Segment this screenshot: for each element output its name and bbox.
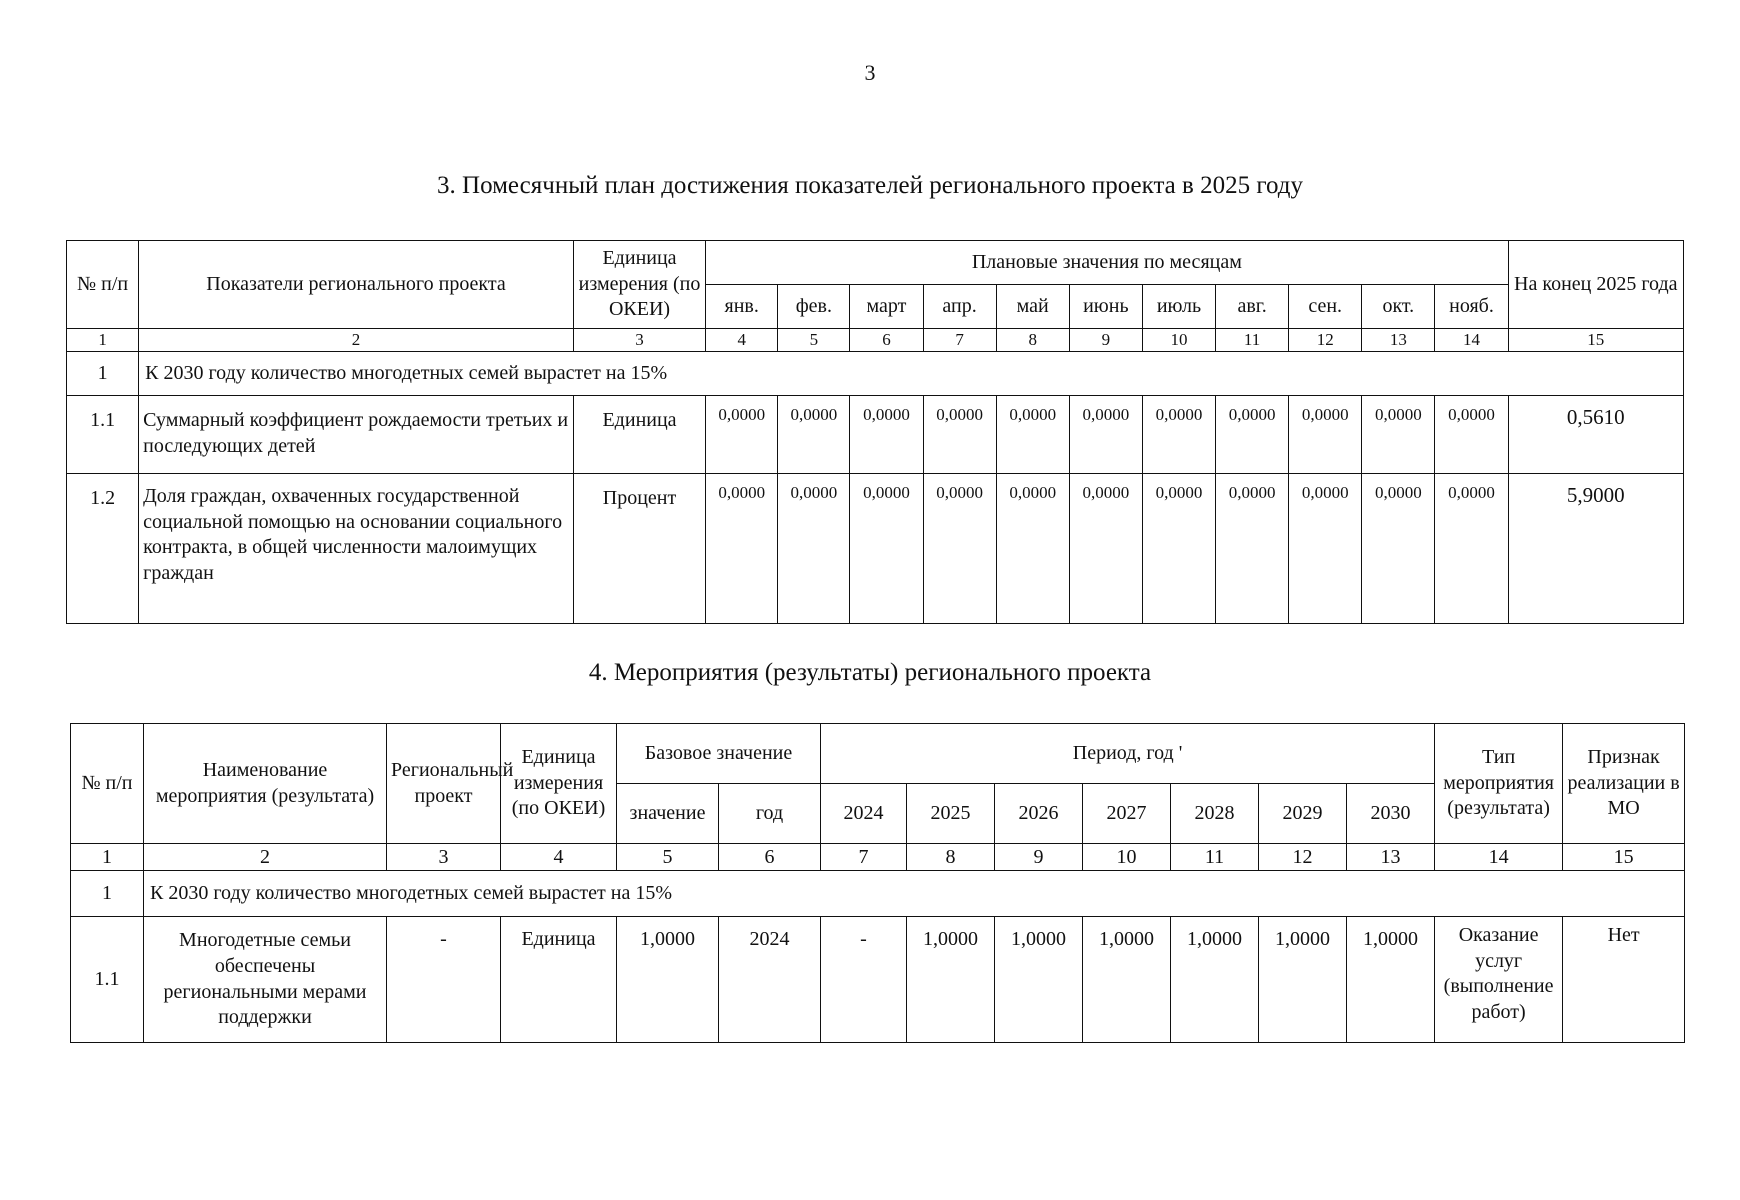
column-number: 12 bbox=[1289, 329, 1362, 352]
column-number: 10 bbox=[1083, 844, 1171, 871]
column-number: 11 bbox=[1171, 844, 1259, 871]
section-3-title: 3. Помесячный план достижения показателей регионального проекта в 2025 году bbox=[437, 172, 1303, 199]
group-num: 1 bbox=[67, 352, 139, 396]
header-month: июль bbox=[1142, 285, 1215, 329]
row-month-value: 0,0000 bbox=[1435, 396, 1508, 474]
column-number: 9 bbox=[1069, 329, 1142, 352]
row-year-value: 1,0000 bbox=[907, 917, 995, 1043]
column-number: 1 bbox=[71, 844, 144, 871]
header-regional: Региональный проект bbox=[387, 724, 501, 844]
header-year: 2025 bbox=[907, 784, 995, 844]
header-base-value: значение bbox=[617, 784, 719, 844]
table-row bbox=[67, 396, 1684, 474]
header-month: янв. bbox=[706, 285, 778, 329]
column-number: 7 bbox=[821, 844, 907, 871]
row-month-value: 0,0000 bbox=[1289, 396, 1362, 474]
header-num: № п/п bbox=[71, 724, 144, 844]
row-month-value: 0,0000 bbox=[1435, 474, 1508, 624]
row-base-year: 2024 bbox=[719, 917, 821, 1043]
header-month: сен. bbox=[1289, 285, 1362, 329]
monthly-plan-table bbox=[66, 240, 1684, 624]
column-number: 13 bbox=[1362, 329, 1435, 352]
column-number: 14 bbox=[1435, 329, 1508, 352]
row-name: Многодетные семьи обеспечены региональными мерами поддержки bbox=[144, 917, 387, 1043]
row-num: 1.1 bbox=[67, 396, 139, 474]
row-indicator: Доля граждан, охваченных государственной социальной помощью на основании социального контракта, в общей численности малоимущих граждан bbox=[139, 474, 574, 624]
header-period: Период, год ' bbox=[821, 724, 1435, 784]
row-month-value: 0,0000 bbox=[706, 396, 778, 474]
column-number: 9 bbox=[995, 844, 1083, 871]
column-number: 4 bbox=[501, 844, 617, 871]
page-number: 3 bbox=[864, 60, 876, 85]
section-4-title: 4. Мероприятия (результаты) регионального проекта bbox=[588, 659, 1152, 686]
row-month-value: 0,0000 bbox=[996, 396, 1069, 474]
column-number: 15 bbox=[1508, 329, 1683, 352]
column-number: 5 bbox=[617, 844, 719, 871]
header-indicator: Показатели регионального проекта bbox=[139, 241, 574, 329]
header-year: 2028 bbox=[1171, 784, 1259, 844]
column-number: 3 bbox=[387, 844, 501, 871]
row-unit: Процент bbox=[573, 474, 705, 624]
column-number: 2 bbox=[144, 844, 387, 871]
table-row bbox=[67, 474, 1684, 624]
row-month-value: 0,0000 bbox=[778, 396, 850, 474]
header-month: июнь bbox=[1069, 285, 1142, 329]
row-month-value: 0,0000 bbox=[1142, 474, 1215, 624]
header-name: Наименование мероприятия (результата) bbox=[144, 724, 387, 844]
column-number: 4 bbox=[706, 329, 778, 352]
header-month: фев. bbox=[778, 285, 850, 329]
column-number: 15 bbox=[1563, 844, 1685, 871]
row-unit: Единица bbox=[501, 917, 617, 1043]
group-text: К 2030 году количество многодетных семей вырастет на 15% bbox=[144, 871, 1685, 917]
row-month-value: 0,0000 bbox=[706, 474, 778, 624]
row-year-value: 1,0000 bbox=[1171, 917, 1259, 1043]
row-month-value: 0,0000 bbox=[1362, 474, 1435, 624]
group-text: К 2030 году количество многодетных семей вырастет на 15% bbox=[139, 352, 1684, 396]
header-num: № п/п bbox=[67, 241, 139, 329]
column-number-row bbox=[71, 844, 1685, 871]
header-year: 2029 bbox=[1259, 784, 1347, 844]
column-number: 14 bbox=[1435, 844, 1563, 871]
row-year-value: 1,0000 bbox=[1259, 917, 1347, 1043]
header-monthly: Плановые значения по месяцам bbox=[706, 241, 1508, 285]
row-month-value: 0,0000 bbox=[850, 474, 923, 624]
header-unit: Единица измерения (по ОКЕИ) bbox=[573, 241, 705, 329]
row-month-value: 0,0000 bbox=[923, 396, 996, 474]
column-number: 3 bbox=[573, 329, 705, 352]
header-mo: Признак реализации в МО bbox=[1563, 724, 1685, 844]
row-year-value: 1,0000 bbox=[995, 917, 1083, 1043]
table-row bbox=[71, 917, 1685, 1043]
row-num: 1.2 bbox=[67, 474, 139, 624]
row-num: 1.1 bbox=[71, 917, 144, 1043]
row-month-value: 0,0000 bbox=[850, 396, 923, 474]
header-month: нояб. bbox=[1435, 285, 1508, 329]
header-month: май bbox=[996, 285, 1069, 329]
column-number: 7 bbox=[923, 329, 996, 352]
activities-table bbox=[70, 723, 1685, 1043]
row-month-value: 0,0000 bbox=[1142, 396, 1215, 474]
column-number: 8 bbox=[996, 329, 1069, 352]
row-mo: Нет bbox=[1563, 917, 1685, 1043]
row-month-value: 0,0000 bbox=[778, 474, 850, 624]
row-month-value: 0,0000 bbox=[1289, 474, 1362, 624]
row-indicator: Суммарный коэффициент рождаемости третьих и последующих детей bbox=[139, 396, 574, 474]
column-number: 13 bbox=[1347, 844, 1435, 871]
row-year-value: 1,0000 bbox=[1083, 917, 1171, 1043]
row-month-value: 0,0000 bbox=[996, 474, 1069, 624]
header-year: 2027 bbox=[1083, 784, 1171, 844]
group-num: 1 bbox=[71, 871, 144, 917]
row-year-value: 1,0000 bbox=[1347, 917, 1435, 1043]
row-month-value: 0,0000 bbox=[1216, 474, 1289, 624]
header-base-year: год bbox=[719, 784, 821, 844]
header-month: апр. bbox=[923, 285, 996, 329]
column-number: 5 bbox=[778, 329, 850, 352]
row-month-value: 0,0000 bbox=[1069, 474, 1142, 624]
row-base-value: 1,0000 bbox=[617, 917, 719, 1043]
column-number: 12 bbox=[1259, 844, 1347, 871]
row-year-end: 5,9000 bbox=[1508, 474, 1683, 624]
header-year: 2026 bbox=[995, 784, 1083, 844]
header-year-end: На конец 2025 года bbox=[1508, 241, 1683, 329]
header-base: Базовое значение bbox=[617, 724, 821, 784]
column-number: 2 bbox=[139, 329, 574, 352]
row-year-value: - bbox=[821, 917, 907, 1043]
group-row bbox=[67, 352, 1684, 396]
row-month-value: 0,0000 bbox=[923, 474, 996, 624]
header-month: авг. bbox=[1216, 285, 1289, 329]
column-number: 6 bbox=[850, 329, 923, 352]
row-month-value: 0,0000 bbox=[1069, 396, 1142, 474]
column-number: 1 bbox=[67, 329, 139, 352]
row-type: Оказание услуг (выполнение работ) bbox=[1435, 917, 1563, 1043]
row-year-end: 0,5610 bbox=[1508, 396, 1683, 474]
column-number: 6 bbox=[719, 844, 821, 871]
header-month: окт. bbox=[1362, 285, 1435, 329]
row-regional: - bbox=[387, 917, 501, 1043]
header-type: Тип мероприятия (результата) bbox=[1435, 724, 1563, 844]
column-number: 11 bbox=[1216, 329, 1289, 352]
row-month-value: 0,0000 bbox=[1362, 396, 1435, 474]
group-row bbox=[71, 871, 1685, 917]
column-number: 8 bbox=[907, 844, 995, 871]
column-number: 10 bbox=[1142, 329, 1215, 352]
column-number-row bbox=[67, 329, 1684, 352]
header-unit: Единица измерения (по ОКЕИ) bbox=[501, 724, 617, 844]
header-year: 2024 bbox=[821, 784, 907, 844]
row-month-value: 0,0000 bbox=[1216, 396, 1289, 474]
header-month: март bbox=[850, 285, 923, 329]
header-year: 2030 bbox=[1347, 784, 1435, 844]
row-unit: Единица bbox=[573, 396, 705, 474]
